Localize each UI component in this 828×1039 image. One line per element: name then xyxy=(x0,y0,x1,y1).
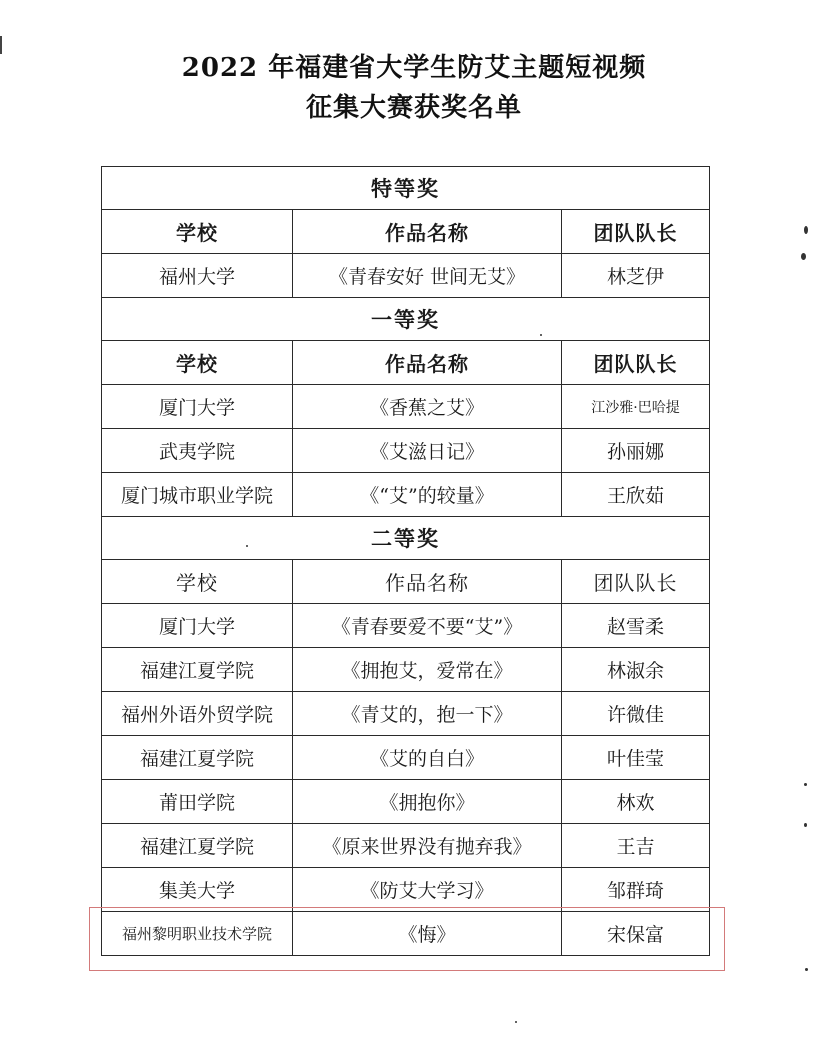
cell-school: 莆田学院 xyxy=(102,780,293,824)
section-row xyxy=(102,298,710,341)
section-title-special: 特等奖 xyxy=(102,167,710,210)
header-row xyxy=(102,560,710,604)
cell-work: 《防艾大学习》 xyxy=(293,868,562,912)
header-work: 作品名称 xyxy=(293,341,562,385)
cell-school: 福州大学 xyxy=(102,254,293,298)
scan-speck xyxy=(804,783,807,786)
cell-school: 福州黎明职业技术学院 xyxy=(102,912,293,956)
section-row xyxy=(102,517,710,560)
cell-leader: 许微佳 xyxy=(562,692,710,736)
cell-leader: 叶佳莹 xyxy=(562,736,710,780)
header-leader: 团队队长 xyxy=(562,560,710,604)
header-school: 学校 xyxy=(102,210,293,254)
table-row xyxy=(102,912,710,956)
table-row xyxy=(102,473,710,517)
section-row xyxy=(102,167,710,210)
table-row xyxy=(102,429,710,473)
table-row xyxy=(102,824,710,868)
section-title-second: 二等奖 xyxy=(102,517,710,560)
cell-leader: 赵雪柔 xyxy=(562,604,710,648)
header-leader: 团队队长 xyxy=(562,210,710,254)
awards-table xyxy=(101,166,710,956)
cell-leader: 林芝伊 xyxy=(562,254,710,298)
header-row xyxy=(102,210,710,254)
cell-work: 《艾滋日记》 xyxy=(293,429,562,473)
cell-work: 《原来世界没有抛弃我》 xyxy=(293,824,562,868)
cell-work: 《青春要爱不要“艾”》 xyxy=(293,604,562,648)
title-line-1: 2022 年福建省大学生防艾主题短视频 xyxy=(181,53,647,83)
title-line-2: 征集大赛获奖名单 xyxy=(305,93,522,123)
scan-speck xyxy=(540,334,542,336)
scan-speck xyxy=(246,545,248,547)
cell-school: 厦门大学 xyxy=(102,604,293,648)
cell-leader: 邹群琦 xyxy=(562,868,710,912)
scan-speck xyxy=(804,226,808,234)
table-row xyxy=(102,736,710,780)
cell-leader: 王吉 xyxy=(562,824,710,868)
document-title xyxy=(0,48,828,128)
cell-work: 《青春安好 世间无艾》 xyxy=(293,254,562,298)
cell-work: 《香蕉之艾》 xyxy=(293,385,562,429)
cell-work: 《“艾”的较量》 xyxy=(293,473,562,517)
table-row xyxy=(102,648,710,692)
header-leader: 团队队长 xyxy=(562,341,710,385)
scan-speck xyxy=(805,968,808,971)
cell-leader: 林欢 xyxy=(562,780,710,824)
header-work: 作品名称 xyxy=(293,560,562,604)
cell-school: 福州外语外贸学院 xyxy=(102,692,293,736)
cell-school: 厦门城市职业学院 xyxy=(102,473,293,517)
cell-school: 福建江夏学院 xyxy=(102,736,293,780)
table-row xyxy=(102,780,710,824)
cell-work: 《艾的自白》 xyxy=(293,736,562,780)
cell-leader: 孙丽娜 xyxy=(562,429,710,473)
table-row xyxy=(102,254,710,298)
cell-school: 福建江夏学院 xyxy=(102,648,293,692)
scan-speck xyxy=(515,1021,517,1023)
cell-work: 《拥抱你》 xyxy=(293,780,562,824)
scan-edge-mark xyxy=(0,36,2,54)
table-row xyxy=(102,604,710,648)
cell-school: 武夷学院 xyxy=(102,429,293,473)
cell-school: 福建江夏学院 xyxy=(102,824,293,868)
cell-work: 《青艾的，抱一下》 xyxy=(293,692,562,736)
header-work: 作品名称 xyxy=(293,210,562,254)
table-row xyxy=(102,692,710,736)
cell-work: 《拥抱艾，爱常在》 xyxy=(293,648,562,692)
header-row xyxy=(102,341,710,385)
header-school: 学校 xyxy=(102,560,293,604)
header-school: 学校 xyxy=(102,341,293,385)
cell-leader: 宋保富 xyxy=(562,912,710,956)
scan-speck xyxy=(804,823,807,827)
table-row xyxy=(102,868,710,912)
table-row xyxy=(102,385,710,429)
cell-leader: 林淑余 xyxy=(562,648,710,692)
scan-speck xyxy=(801,253,806,260)
cell-leader: 江沙雅·巴哈提 xyxy=(562,385,710,429)
cell-school: 集美大学 xyxy=(102,868,293,912)
cell-leader: 王欣茹 xyxy=(562,473,710,517)
cell-work: 《悔》 xyxy=(293,912,562,956)
cell-school: 厦门大学 xyxy=(102,385,293,429)
section-title-first: 一等奖 xyxy=(102,298,710,341)
